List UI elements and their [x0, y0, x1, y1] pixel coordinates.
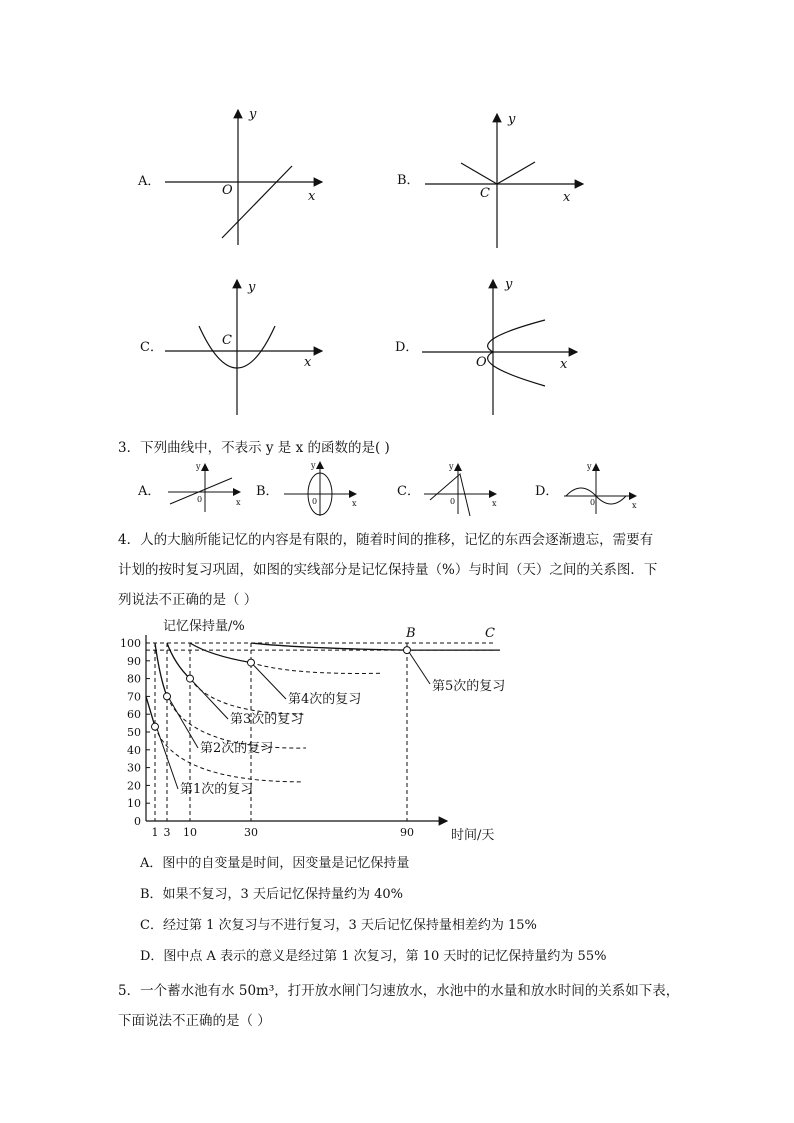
x-tick-label: 3	[163, 826, 171, 839]
origin-label: O	[222, 183, 233, 198]
y-axis-label: y	[508, 112, 516, 127]
q4-stem-line-3: 列说法不正确的是（ ）	[118, 592, 258, 608]
y-tick-label: 40	[127, 743, 141, 757]
review-label: 第4次的复习	[288, 692, 362, 707]
y-tick-label: 10	[127, 797, 141, 811]
forgetting-curve	[251, 663, 380, 674]
q3-option-a: A．	[138, 484, 161, 499]
graph-a	[137, 107, 322, 245]
y-tick-label: 20	[127, 779, 141, 793]
origin-label: 0	[590, 498, 596, 507]
retention-curve	[251, 643, 407, 650]
q4-stem-line-1: 4．人的大脑所能记忆的内容是有限的，随着时间的推移，记忆的东西会逐渐遗忘，需要有	[118, 532, 654, 548]
y-axis-label: y	[449, 462, 454, 471]
label-leader	[192, 681, 228, 719]
option-b-label: B．	[397, 173, 420, 188]
x-axis-label: x	[560, 357, 568, 372]
y-axis-label: y	[249, 107, 257, 122]
chart-x-label: 时间/天	[451, 828, 495, 843]
x-axis-label: x	[492, 499, 497, 508]
y-axis-label: y	[248, 280, 256, 295]
origin-label: O	[476, 355, 487, 370]
point-b-label: B	[406, 626, 416, 641]
graph-d	[395, 277, 577, 415]
graph-b	[397, 112, 583, 248]
q4-option-c: C．经过第 1 次复习与不进行复习，3 天后记忆保持量相差约为 15%	[140, 918, 537, 933]
memory-chart	[120, 618, 505, 843]
y-tick-label: 80	[127, 672, 141, 686]
q3-option-d: D．	[535, 484, 559, 499]
y-tick-label: 0	[134, 815, 141, 828]
retention-curve	[190, 643, 251, 663]
review-label: 第3次的复习	[230, 712, 304, 727]
origin-label: 0	[450, 497, 456, 506]
y-tick-label: 60	[127, 708, 141, 722]
q3-stem: 3．下列曲线中，不表示 y 是 x 的函数的是( )	[118, 440, 390, 456]
y-tick-label: 30	[127, 761, 141, 775]
label-leader	[253, 665, 286, 699]
q4-stem-line-2: 计划的按时复习巩固，如图的实线部分是记忆保持量（%）与时间（天）之间的关系图．下	[118, 562, 658, 578]
origin-label: 0	[312, 497, 318, 506]
q3-graph-d	[535, 462, 637, 514]
q4-option-a: A．图中的自变量是时间，因变量是记忆保持量	[140, 856, 410, 871]
x-axis-label: x	[563, 190, 571, 205]
x-axis-label: x	[304, 355, 312, 370]
y-tick-label: 70	[127, 690, 141, 704]
q3-option-c: C．	[397, 484, 420, 499]
x-axis-label: x	[236, 498, 241, 507]
retention-curve	[155, 643, 167, 696]
y-axis-label: y	[505, 277, 513, 292]
origin-label: C	[480, 186, 490, 201]
q3-graph-b	[256, 461, 357, 516]
q5-stem-line-1: 5．一个蓄水池有水 50m³，打开放水闸门匀速放水，水池中的水量和放水时间的关系如下表，	[118, 983, 680, 999]
y-axis-label: y	[311, 461, 316, 470]
chart-y-label: 记忆保持量/%	[163, 619, 245, 634]
point-c-label: C	[485, 626, 495, 641]
q3-graph-a	[137, 462, 241, 512]
graph-c	[140, 280, 322, 415]
q3-option-b: B．	[256, 484, 279, 499]
x-axis-label: x	[308, 189, 316, 204]
y-tick-label: 100	[120, 637, 141, 650]
y-tick-label: 90	[127, 654, 141, 668]
q5-stem-line-2: 下面说法不正确的是（ ）	[118, 1013, 271, 1029]
y-tick-label: 50	[127, 726, 141, 739]
q4-option-b: B．如果不复习，3 天后记忆保持量约为 40%	[140, 887, 403, 902]
x-axis-label: x	[352, 499, 357, 508]
label-leader	[169, 698, 198, 748]
y-axis-label: y	[196, 462, 201, 471]
option-d-label: D．	[395, 340, 419, 355]
option-a-label: A．	[138, 174, 161, 189]
review-label: 第1次的复习	[180, 782, 254, 797]
retention-curve	[167, 643, 190, 679]
review-label: 第2次的复习	[200, 741, 274, 756]
retention-curve	[146, 696, 155, 726]
x-tick-label: 30	[244, 826, 258, 839]
y-axis-label: y	[587, 462, 592, 471]
x-tick-label: 10	[183, 826, 197, 839]
x-axis-label: x	[632, 501, 637, 510]
review-label: 第5次的复习	[432, 679, 506, 694]
x-tick-label: 1	[151, 826, 159, 839]
x-tick-label: 90	[400, 826, 414, 839]
origin-label: C	[222, 333, 232, 348]
label-leader	[409, 652, 430, 684]
origin-label: 0	[197, 495, 203, 504]
q3-graph-c	[397, 462, 497, 516]
option-c-label: C．	[140, 340, 163, 355]
q4-option-d: D．图中点 A 表示的意义是经过第 1 次复习，第 10 天时的记忆保持量约为 55%	[140, 949, 607, 964]
